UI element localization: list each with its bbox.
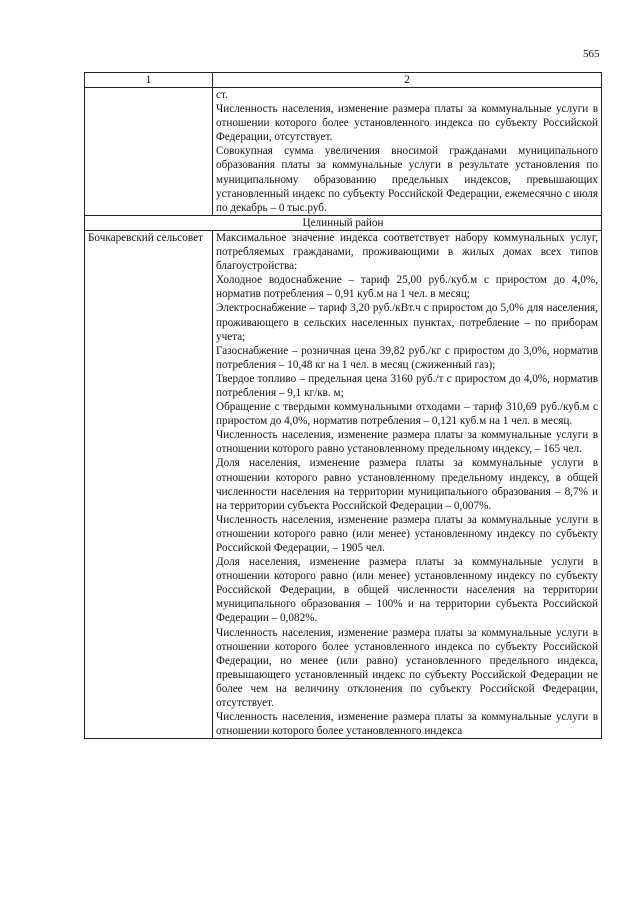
entity-name: Бочкаревский сельсовет	[85, 230, 213, 738]
continuation-col-2	[213, 88, 602, 216]
continuation-row	[85, 88, 602, 216]
table-header-row	[85, 73, 602, 88]
header-col-2: 2	[213, 73, 602, 88]
paragraph: Численность населения, изменение размера платы за коммунальные услуги в отношении которого равно (или менее) установленному индексу по субъекту Российской Федерации, – 1905 чел.	[216, 513, 598, 554]
paragraph: Электроснабжение – тариф 3,20 руб./кВт.ч с приростом до 5,0% для населения, проживающего в сельских населенных пунктах, потребление – по приборам учета;	[216, 302, 598, 343]
paragraph: Доля населения, изменение размера платы за коммунальные услуги в отношении которого равно установленному предельному индексу, в общей численности населения на территории муниципального образования – 8,7% и на территории субъекта Российской Федерации – 0,007%.	[216, 457, 598, 512]
district-row	[85, 215, 602, 230]
paragraph: Численность населения, изменение размера платы за коммунальные услуги в отношении которого более установленного индекса по субъекту Российской Федерации, но менее (или равно) установленного предельного индекса, превышающего установленный индекс по субъекту Российской Федерации не более чем на величину отклонения по субъекту Российской Федерации, отсутствует.	[216, 626, 598, 710]
paragraph: Численность населения, изменение размера платы за коммунальные услуги в отношении которого равно установленному предельному индексу, – 165 чел.	[216, 429, 598, 456]
paragraph: Холодное водоснабжение – тариф 25,00 руб./куб.м с приростом до 4,0%, норматив потребления – 0,91 куб.м на 1 чел. в месяц;	[216, 274, 598, 301]
paragraph: Численность населения, изменение размера платы за коммунальные услуги в отношении которого более установленного индекса по субъекту Российской Федерации, отсутствует.	[216, 103, 598, 144]
paragraph: Совокупная сумма увеличения вносимой гражданами муниципального образования платы за коммунальные услуги в результате установления по муниципальному образованию предельных индексов, превышающих установленный индекс по субъекту Российской Федерации, ежемесячно с июля по декабрь – 0 тыс.руб.	[216, 145, 598, 214]
paragraph: Твердое топливо – предельная цена 3160 руб./т с приростом до 4,0%, норматив потребления – 9,1 кг/кв. м;	[216, 372, 598, 399]
continuation-col-1	[85, 88, 213, 216]
district-name: Целинный район	[85, 215, 602, 230]
page-number: 565	[583, 48, 600, 60]
document-table	[84, 72, 602, 739]
paragraph: Численность населения, изменение размера платы за коммунальные услуги в отношении которого более установленного индекса	[216, 711, 598, 738]
entity-details	[213, 230, 602, 738]
paragraph: Максимальное значение индекса соответствует набору коммунальных услуг, потребляемых гражданами, проживающими в жилых домах всех типов благоустройства:	[216, 231, 598, 273]
entity-row	[85, 230, 602, 738]
paragraph: Газоснабжение – розничная цена 39,82 руб./кг с приростом до 3,0%, норматив потребления – 10,48 кг на 1 чел. в месяц (сжиженный газ);	[216, 344, 598, 371]
header-col-1: 1	[85, 73, 213, 88]
paragraph: Обращение с твердыми коммунальными отходами – тариф 310,69 руб./куб.м с приростом до 4,0%, норматив потребления – 0,121 куб.м на 1 чел. в месяц.	[216, 401, 598, 428]
paragraph: ст.	[216, 89, 228, 101]
paragraph: Доля населения, изменение размера платы за коммунальные услуги в отношении которого равно (или менее) установленному индексу по субъекту Российской Федерации, в общей численности населения на территории муниципального образования – 100% и на территории субъекта Российской Федерации – 0,082%.	[216, 556, 598, 625]
